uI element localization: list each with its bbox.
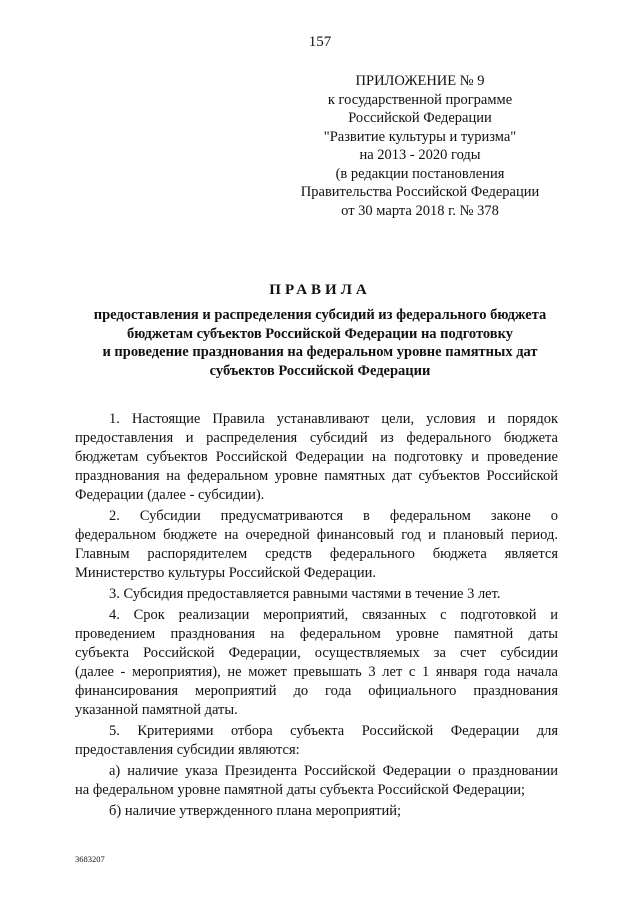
paragraph-line: проведением празднования на федеральном уровне памятной даты	[75, 626, 558, 642]
subtitle-line: и проведение празднования на федеральном уровне памятных дат	[102, 344, 538, 360]
paragraph-line: указанной памятной даты.	[75, 702, 238, 718]
paragraph-line: Федерации (далее - субсидии).	[75, 487, 265, 503]
subtitle-line: субъектов Российской Федерации	[209, 362, 431, 379]
paragraph-line: предоставления и распределения субсидий из федерального бюджета	[75, 430, 558, 446]
paragraph-3	[75, 585, 558, 604]
paragraph-line: 5. Критериями отбора субъекта Российской Федерации для	[109, 723, 558, 739]
document-code: 3683207	[75, 854, 105, 864]
paragraph-line: Главным распорядителем средств федерального бюджета является	[75, 546, 558, 562]
paragraph-line: а) наличие указа Президента Российской Федерации о праздновании	[109, 763, 558, 779]
appendix-line: "Развитие культуры и туризма"	[323, 128, 517, 145]
paragraph-line: федеральном бюджете на очередной финансовый год и плановый период.	[75, 527, 558, 543]
appendix-line: Правительства Российской Федерации	[300, 184, 540, 200]
appendix-line: (в редакции постановления	[335, 165, 505, 182]
paragraph-5b	[75, 802, 558, 821]
appendix-line: к государственной программе	[327, 91, 513, 108]
paragraph-1	[75, 410, 558, 505]
appendix-line: ПРИЛОЖЕНИЕ № 9	[355, 73, 485, 89]
paragraph-line: 1. Настоящие Правила устанавливают цели, условия и порядок	[109, 411, 558, 427]
paragraph-5a	[75, 762, 558, 800]
paragraph-line: б) наличие утвержденного плана мероприятий;	[109, 803, 402, 819]
appendix-line: на 2013 - 2020 годы	[359, 147, 481, 163]
document-title: ПРАВИЛА	[269, 282, 371, 298]
paragraph-2	[75, 507, 558, 583]
paragraph-4	[75, 606, 558, 720]
paragraph-line: 2. Субсидии предусматриваются в федеральном законе о	[109, 508, 558, 524]
paragraph-line: бюджетам субъектов Российской Федерации на подготовку и проведение	[75, 449, 558, 465]
paragraph-line: финансирования мероприятий до года официального празднования	[75, 683, 558, 699]
paragraph-line: 3. Субсидия предоставляется равными частями в течение 3 лет.	[109, 586, 501, 602]
paragraph-line: 4. Срок реализации мероприятий, связанных с подготовкой и	[109, 607, 558, 623]
paragraph-line: (далее - мероприятия), не может превышать 3 лет с 1 января года начала	[75, 664, 558, 680]
document-body	[75, 410, 558, 823]
paragraph-5	[75, 722, 558, 760]
paragraph-line: субъекта Российской Федерации, осуществляемых за счет субсидии	[75, 645, 558, 661]
paragraph-line: Министерство культуры Российской Федерации.	[75, 565, 376, 581]
paragraph-line: на федеральном уровне памятной даты субъекта Российской Федерации;	[75, 782, 526, 798]
document-subtitle	[60, 306, 580, 380]
appendix-header	[300, 72, 540, 220]
page-number: 157	[308, 34, 332, 50]
appendix-line: Российской Федерации	[348, 110, 492, 126]
paragraph-line: предоставления субсидии являются:	[75, 742, 300, 758]
paragraph-line: празднования на федеральном уровне памятных дат субъектов Российской	[75, 468, 558, 484]
appendix-line: от 30 марта 2018 г. № 378	[341, 202, 499, 219]
subtitle-line: предоставления и распределения субсидий из федерального бюджета	[93, 307, 547, 323]
subtitle-line: бюджетам субъектов Российской Федерации на подготовку	[126, 325, 514, 342]
